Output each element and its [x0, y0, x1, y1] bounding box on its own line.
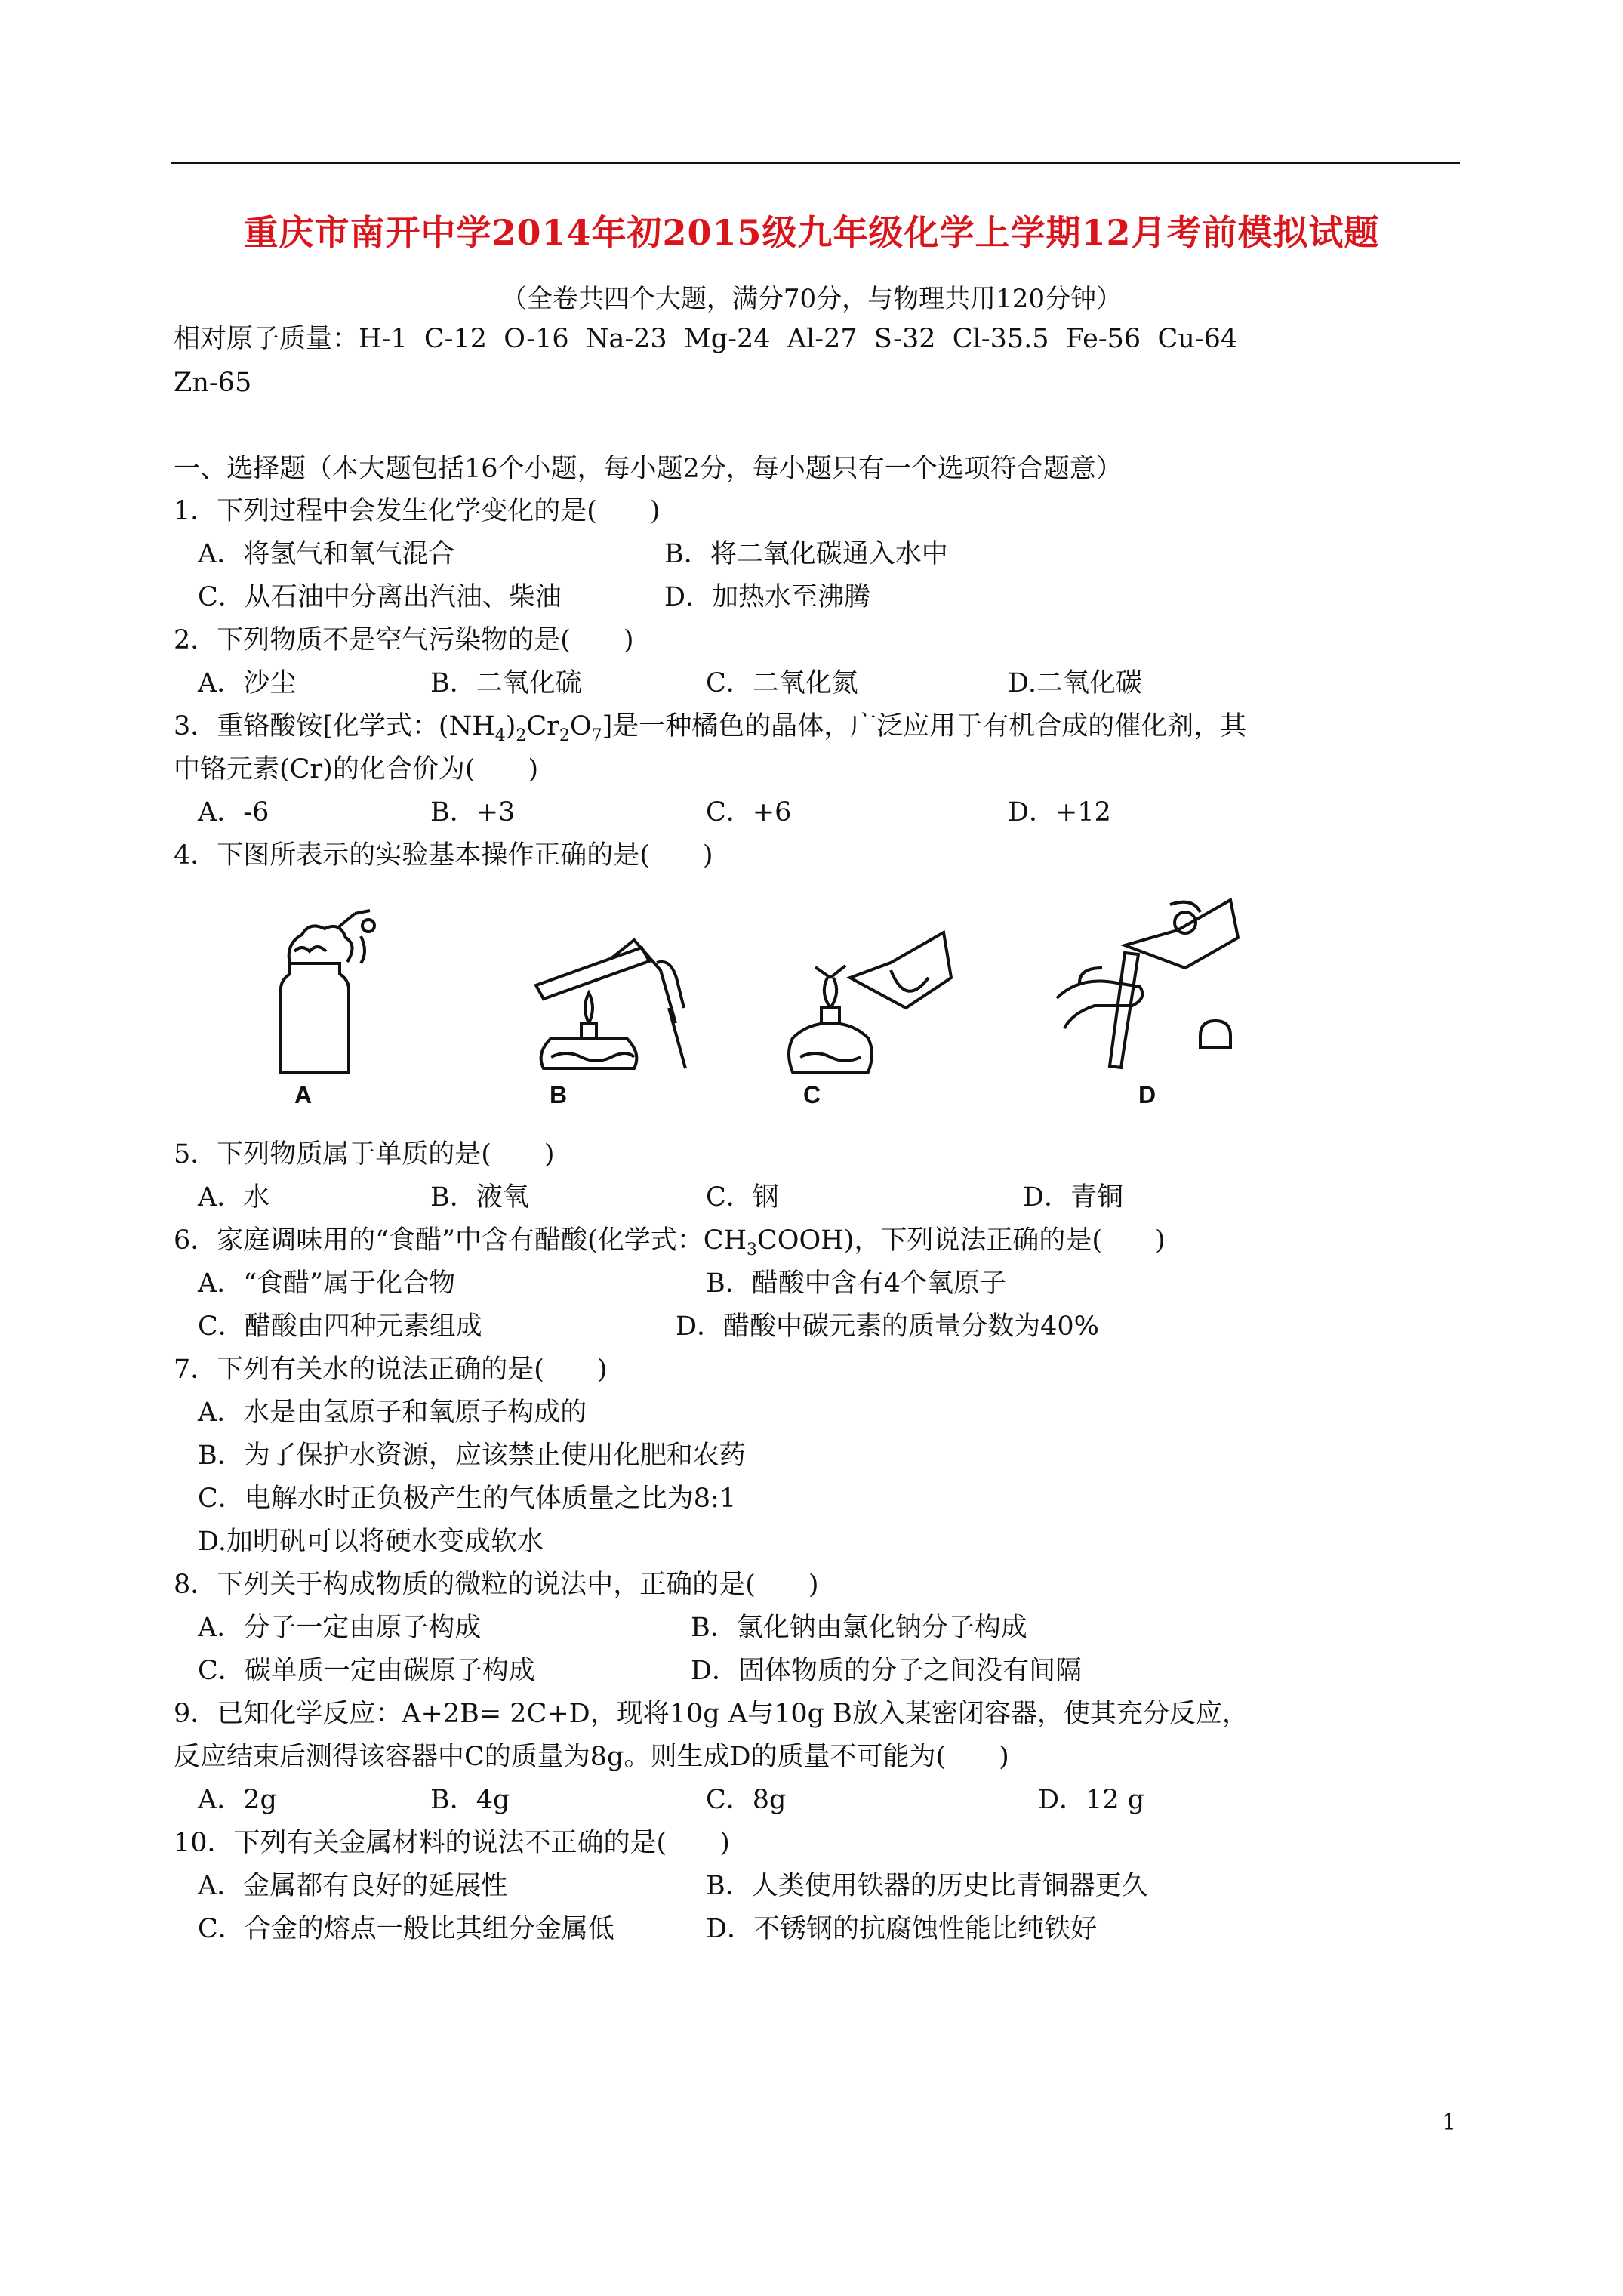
question-10-option-a: A．金属都有良好的延展性 [198, 1871, 508, 1901]
question-6-option-a: A．“食醋”属于化合物 [198, 1268, 456, 1299]
header-rule [171, 162, 1460, 164]
question-1-stem: 1．下列过程中会发生化学变化的是( ) [174, 496, 661, 526]
question-2-option-a: A．沙尘 [198, 668, 297, 698]
question-6-option-d: D．醋酸中碳元素的质量分数为40% [676, 1311, 1099, 1342]
question-3-option-d: D．+12 [1008, 797, 1111, 827]
question-1-option-a: A．将氢气和氧气混合 [198, 539, 455, 569]
question-6-option-c: C．醋酸由四种元素组成 [198, 1311, 482, 1342]
question-1-option-b: B．将二氧化碳通入水中 [664, 539, 948, 569]
figure-a-label: A [294, 1081, 313, 1108]
question-10-option-b: B．人类使用铁器的历史比青铜器更久 [706, 1871, 1148, 1901]
atomic-masses-line1: 相对原子质量：H-1 C-12 O-16 Na-23 Mg-24 Al-27 S-32 Cl-35.5 Fe-56 Cu-64 [174, 324, 1238, 354]
exam-subtitle: （全卷共四个大题，满分70分，与物理共用120分钟） [500, 284, 1123, 314]
question-2-stem: 2．下列物质不是空气污染物的是( ) [174, 625, 634, 655]
question-7-option-c: C．电解水时正负极产生的气体质量之比为8:1 [198, 1484, 737, 1514]
question-10-stem: 10．下列有关金属材料的说法不正确的是( ) [174, 1828, 730, 1858]
question-1-option-d: D．加热水至沸腾 [664, 582, 871, 612]
atomic-masses-line2: Zn-65 [174, 368, 252, 398]
question-1-option-c: C．从石油中分离出汽油、柴油 [198, 582, 562, 612]
figure-c-label: C [803, 1081, 821, 1108]
figure-d-pouring-liquid [1049, 885, 1246, 1074]
question-6-stem: 6．家庭调味用的“食醋”中含有醋酸(化学式：$CH_3COOH$)，下列说法正确的是( ) [174, 1225, 1166, 1259]
question-8-option-d: D．固体物质的分子之间没有间隔 [691, 1656, 1083, 1686]
question-7-option-a: A．水是由氢原子和氧原子构成的 [198, 1398, 587, 1428]
question-5-stem: 5．下列物质属于单质的是( ) [174, 1139, 555, 1170]
section-heading: 一、选择题（本大题包括16个小题，每小题2分，每小题只有一个选项符合题意） [174, 454, 1123, 484]
figure-c-lighting-lamp [778, 902, 959, 1076]
question-2-option-b: B．二氧化硫 [430, 668, 582, 698]
figure-a-gas-jar [264, 898, 385, 1076]
question-7-option-d: D.加明矾可以将硬水变成软水 [198, 1527, 544, 1557]
figure-b-heating-test-tube [521, 925, 702, 1076]
question-5-option-b: B．液氧 [430, 1182, 529, 1213]
question-9-option-a: A．2g [198, 1785, 277, 1815]
question-9-stem: 9．已知化学反应：A+2B= 2C+D，现将10g A与10g B放入某密闭容器，使其充分反应， [174, 1699, 1249, 1729]
question-8-stem: 8．下列关于构成物质的微粒的说法中，正确的是( ) [174, 1570, 819, 1600]
question-2-option-c: C．二氧化氮 [706, 668, 858, 698]
question-5-option-a: A．水 [198, 1182, 270, 1213]
question-10-option-d: D．不锈钢的抗腐蚀性能比纯铁好 [706, 1914, 1098, 1944]
question-2-option-d: D.二氧化碳 [1008, 668, 1142, 698]
question-10-option-c: C．合金的熔点一般比其组分金属低 [198, 1914, 614, 1944]
question-8-option-b: B．氯化钠由氯化钠分子构成 [691, 1613, 1027, 1643]
question-9-option-c: C．8g [706, 1785, 787, 1815]
page-number: 1 [1442, 2110, 1457, 2136]
question-3-option-c: C．+6 [706, 797, 792, 827]
question-3-option-b: B．+3 [430, 797, 516, 827]
question-9-stem-line2: 反应结束后测得该容器中C的质量为8g。则生成D的质量不可能为( ) [174, 1742, 1009, 1772]
exam-title: 重庆市南开中学2014年初2015级九年级化学上学期12月考前模拟试题 [243, 212, 1380, 253]
question-3-option-a: A．-6 [198, 797, 269, 827]
question-9-option-d: D．12 g [1038, 1785, 1145, 1815]
question-5-option-d: D．青铜 [1023, 1182, 1124, 1213]
question-6-option-b: B．醋酸中含有4个氧原子 [706, 1268, 1006, 1299]
question-8-option-c: C．碳单质一定由碳原子构成 [198, 1656, 535, 1686]
question-7-stem: 7．下列有关水的说法正确的是( ) [174, 1354, 608, 1385]
question-9-option-b: B．4g [430, 1785, 510, 1815]
question-3-stem: 3．重铬酸铵[化学式：$(NH_4)_2Cr_2O_7$]是一种橘色的晶体，广泛应用于有机合成的催化剂，其 [174, 711, 1247, 745]
question-5-option-c: C．钢 [706, 1182, 779, 1213]
figure-d-label: D [1138, 1081, 1156, 1108]
question-3-stem-line2: 中铬元素(Cr)的化合价为( ) [174, 754, 539, 784]
question-7-option-b: B．为了保护水资源，应该禁止使用化肥和农药 [198, 1441, 746, 1471]
figure-b-label: B [550, 1081, 568, 1108]
question-4-stem: 4．下图所表示的实验基本操作正确的是( ) [174, 840, 713, 871]
question-8-option-a: A．分子一定由原子构成 [198, 1613, 482, 1643]
